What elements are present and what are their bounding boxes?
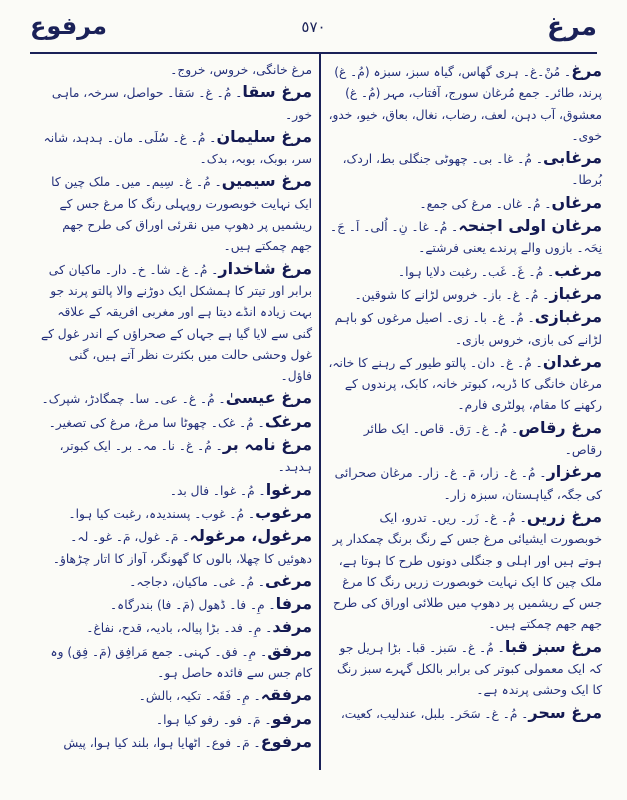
entry-headword: مرغب (554, 260, 602, 280)
entry-headword: مرغوب (255, 502, 312, 522)
dictionary-entry (326, 636, 602, 702)
entry-headword: مرغ زریں (526, 506, 602, 526)
entry-definition: ۔ مَ۔ غول، مَ۔ غو۔ لہ۔ دھوئیں کا چھلا، بالوں کا گھونگر، آواز کا اتار چڑھاؤ۔ (52, 530, 312, 566)
dictionary-entry (326, 192, 602, 215)
dictionary-entry (38, 411, 312, 434)
dictionary-entry (326, 60, 602, 147)
entry-definition: ۔ مُنْ۔غ۔ ہری گھاس، گیاہ سبز، سبزہ (مُ۔ غ) پرند، طائر۔ جمع مُرغان سورج، آفتاب، مہر (مُ۔ غ) معشوق، آب دہن، لعف، رضاب، نغال، بعاق، خیو، خدو، خوی۔ (328, 65, 602, 143)
entry-definition: ۔ مُ۔ غ۔ دان۔ پالتو طیور کے رہنے کا خانہ، مرغان خانگی کا ڈربہ، کبوتر خانہ، کابک، پرندوں کے رکھنے کا مقام، پولٹری فارم۔ (328, 355, 602, 413)
entry-headword: مرغباز (549, 283, 602, 303)
entry-headword: مرفقہ (260, 685, 312, 705)
dictionary-entry (38, 525, 312, 570)
entry-headword: مرغ سلیمان (216, 126, 312, 146)
dictionary-entry (38, 479, 312, 502)
dictionary-entry (326, 283, 602, 306)
entry-definition: ۔ مُ۔ غ۔ باز۔ خروس لڑانے کا شوقین۔ (354, 287, 550, 302)
dictionary-entry (326, 461, 602, 506)
entry-definition: ۔ مُ۔ غی۔ ماکیان، دجاجہ۔ (129, 574, 266, 589)
entry-definition: ۔ مُ۔ غک۔ چھوٹا سا مرغ، مرغ کی تصغیر۔ (48, 415, 265, 430)
running-head-left: مرفوع (30, 12, 107, 40)
entry-headword: مرغدان (542, 351, 602, 371)
entry-headword: مرفق (267, 640, 312, 660)
entry-headword: مرغ سبز قبا (504, 636, 602, 656)
dictionary-entry (326, 260, 602, 283)
left-column (38, 60, 312, 754)
dictionary-entry (38, 708, 312, 731)
entry-headword: مرغ سقا (242, 82, 312, 102)
entry-definition: ۔ مُ۔ غ۔ زَر۔ ریں۔ تدرو، ایک خوبصورت ایشیائی مرغ جس کے رنگ برنگ چمکدار پر ہوتے ہیں اور اہلی و جنگلی دونوں طرح کا ہوتا ہے، ملک چین کا ایک نہایت خوبصورت زریں رنگ کا مرغ جس کے ریشمیں پر دھوپ میں طلائی اوراق کی طرح جھم جھم چمکتے ہیں۔ (332, 510, 602, 632)
dictionary-entry (326, 351, 602, 417)
entry-definition: ۔ مَ۔ فو۔ رفو کیا ہوا۔ (155, 712, 272, 727)
entry-headword: مرغ رقاص (518, 417, 602, 437)
dictionary-entry (326, 306, 602, 351)
entry-definition: ۔ مُ۔ غوا۔ فال بد۔ (169, 483, 266, 498)
dictionary-entry (38, 570, 312, 593)
entry-definition: ۔ مُ۔ غاں۔ مرغ کی جمع۔ (419, 196, 552, 211)
page-header (30, 12, 597, 52)
dictionary-entry (38, 258, 312, 388)
dictionary-entry (38, 434, 312, 479)
entry-definition: ۔ مُ۔ غ۔ شا۔ خ۔ دار۔ ماکیان کی برابر اور تیتر کا ہمشکل ایک دوڑنے والا پالتو پرند جو بہت زیادہ انڈے دیتا ہے اور مغربی افریقہ کے علاقہ گنی سے لایا گیا ہے جہاں کے صحراؤں کے اندر غول کے غول وحشی حالت میں بکثرت نظر آتے ہیں، گنی فاؤل۔ (40, 262, 312, 384)
entry-definition: ۔ مِ۔ فا۔ ڈھول (مَ۔ فا) بندرگاہ۔ (110, 598, 276, 613)
dictionary-entry (326, 506, 602, 636)
entry-headword: مرغ شاخدار (218, 258, 312, 278)
entry-headword: مرفو (271, 708, 312, 728)
entry-definition: ۔ مُ۔ غ۔ نا۔ مہ۔ بر۔ ایک کبوتر، ہدہد۔ (59, 439, 312, 475)
dictionary-entry (326, 147, 602, 192)
entry-definition: ۔ مُ۔ غ۔ سُلَی۔ مان۔ ہدہد، شانہ سر، بوبک، بوبہ، بدک۔ (43, 130, 312, 167)
entry-definition: ۔ مُ۔ غ۔ با۔ زی۔ اصیل مرغوں کو باہم لڑانے کی بازی، خروس بازی۔ (334, 311, 602, 347)
entry-definition: ۔ مِ۔ فق۔ کہنی۔ جمع مَرافِق (مَ۔ فِق) وہ کام جس سے فائدہ حاصل ہو۔ (50, 644, 312, 681)
entry-headword: مرفوع (260, 731, 312, 751)
entry-headword: مرغ سیمیں (221, 171, 312, 191)
entry-headword: مرغان اولی اجنحہ (458, 216, 602, 236)
entry-headword: مرفد (272, 617, 312, 637)
dictionary-entry (326, 417, 602, 462)
entry-headword: مرغاں (551, 192, 602, 212)
column-divider (319, 54, 321, 770)
entry-headword: مرفا (275, 594, 312, 614)
dictionary-entry (38, 60, 312, 81)
entry-headword: مرغزار (546, 462, 602, 482)
entry-definition: ۔ مُ۔ غ۔ سَحَر۔ بلبل، عندلیب، کعیت، (340, 706, 529, 721)
dictionary-entry (38, 616, 312, 639)
dictionary-entry (326, 215, 602, 260)
dictionary-entry (38, 640, 312, 685)
entry-headword: مرغ (571, 61, 602, 80)
entry-definition: ۔ مُ۔ غ۔ سِیم۔ میں۔ ملک چین کا ایک نہایت خوبصورت روپہلی رنگ کا مرغ جس کے ریشمیں پر دھوپ میں نقرئی اوراق کی طرح جھم جھم چمکتے ہیں۔ (51, 175, 312, 254)
entry-definition: ۔ مُ۔ غا۔ نِ۔ اُلی۔ اَ۔ جَ۔ نِحَہ۔ بازوں والے پرندے یعنی فرشتے۔ (330, 220, 602, 256)
entry-headword: مرغ نامہ بر (222, 435, 312, 455)
entry-definition: ۔ مِ۔ فَقَہ۔ تکیہ، بالش۔ (138, 689, 261, 704)
entry-definition: مرغ خانگی، خروس، خروج۔ (170, 63, 312, 77)
dictionary-entry (38, 387, 312, 410)
dictionary-entry (38, 731, 312, 754)
entry-headword: مرغک (264, 411, 312, 431)
entry-definition: ۔ مُ۔ غ۔ سَقا۔ حواصل، سرخہ، ماہی خور۔ (51, 86, 312, 122)
header-rule (30, 52, 597, 54)
entry-headword: مرغی (265, 570, 312, 590)
running-head-right: مرغ (546, 12, 597, 42)
dictionary-entry (326, 702, 602, 725)
entry-definition: ۔ مُ۔ غوب۔ پسندیدہ، رغبت کیا ہوا۔ (68, 506, 256, 521)
entry-definition: ۔ مُ۔ غ۔ عی۔ سا۔ چمگادڑ، شپرک۔ (41, 392, 226, 407)
entry-definition: ۔ مِ۔ فد۔ بڑا پیالہ، بادیہ، قدح، نفاغ۔ (86, 621, 273, 636)
dictionary-entry (38, 170, 312, 257)
page-number: ٥٧٠ (301, 18, 326, 36)
entry-definition: ۔ مُ۔ غ۔ رَق۔ قاص۔ ایک طائر رقاص۔ (363, 421, 602, 458)
entry-headword: مرغول، مرغولہ (189, 526, 312, 546)
dictionary-entry (38, 126, 312, 171)
entry-definition: ۔ مَ۔ فوع۔ اٹھایا ہوا، بلند کیا ہوا، پیش (63, 735, 261, 750)
right-column (326, 60, 602, 725)
entry-definition: ۔ مُ۔ غَ۔ غَب۔ رغبت دلایا ہوا۔ (397, 264, 555, 279)
entry-headword: مرغابی (543, 148, 602, 168)
entry-definition: ۔ مُ۔ غا۔ بی۔ چھوٹی جنگلی بط، اردک، بُرطا۔ (342, 152, 602, 188)
entry-headword: مرغ عیسیٰ (225, 388, 312, 408)
entry-headword: مرغ سحر (528, 702, 602, 722)
entry-headword: مرغوا (265, 479, 312, 499)
dictionary-entry (38, 81, 312, 126)
entry-definition: ۔ مُ۔ غ۔ زار، مَ۔ غ۔ زار۔ مرغان صحرائی کی جگہ، گیاہستان، سبزہ زار۔ (334, 466, 602, 502)
dictionary-entry (38, 502, 312, 525)
entry-definition: ۔ مُ۔ غ۔ سَبز۔ قبا۔ بڑا ہریل جو کہ ایک معمولی کبوتر کی برابر بالکل گہرے سبز رنگ کا ایک وحشی پرندہ ہے۔ (337, 640, 602, 698)
entry-headword: مرغبازی (534, 307, 602, 327)
dictionary-entry (38, 593, 312, 616)
dictionary-entry (38, 684, 312, 707)
